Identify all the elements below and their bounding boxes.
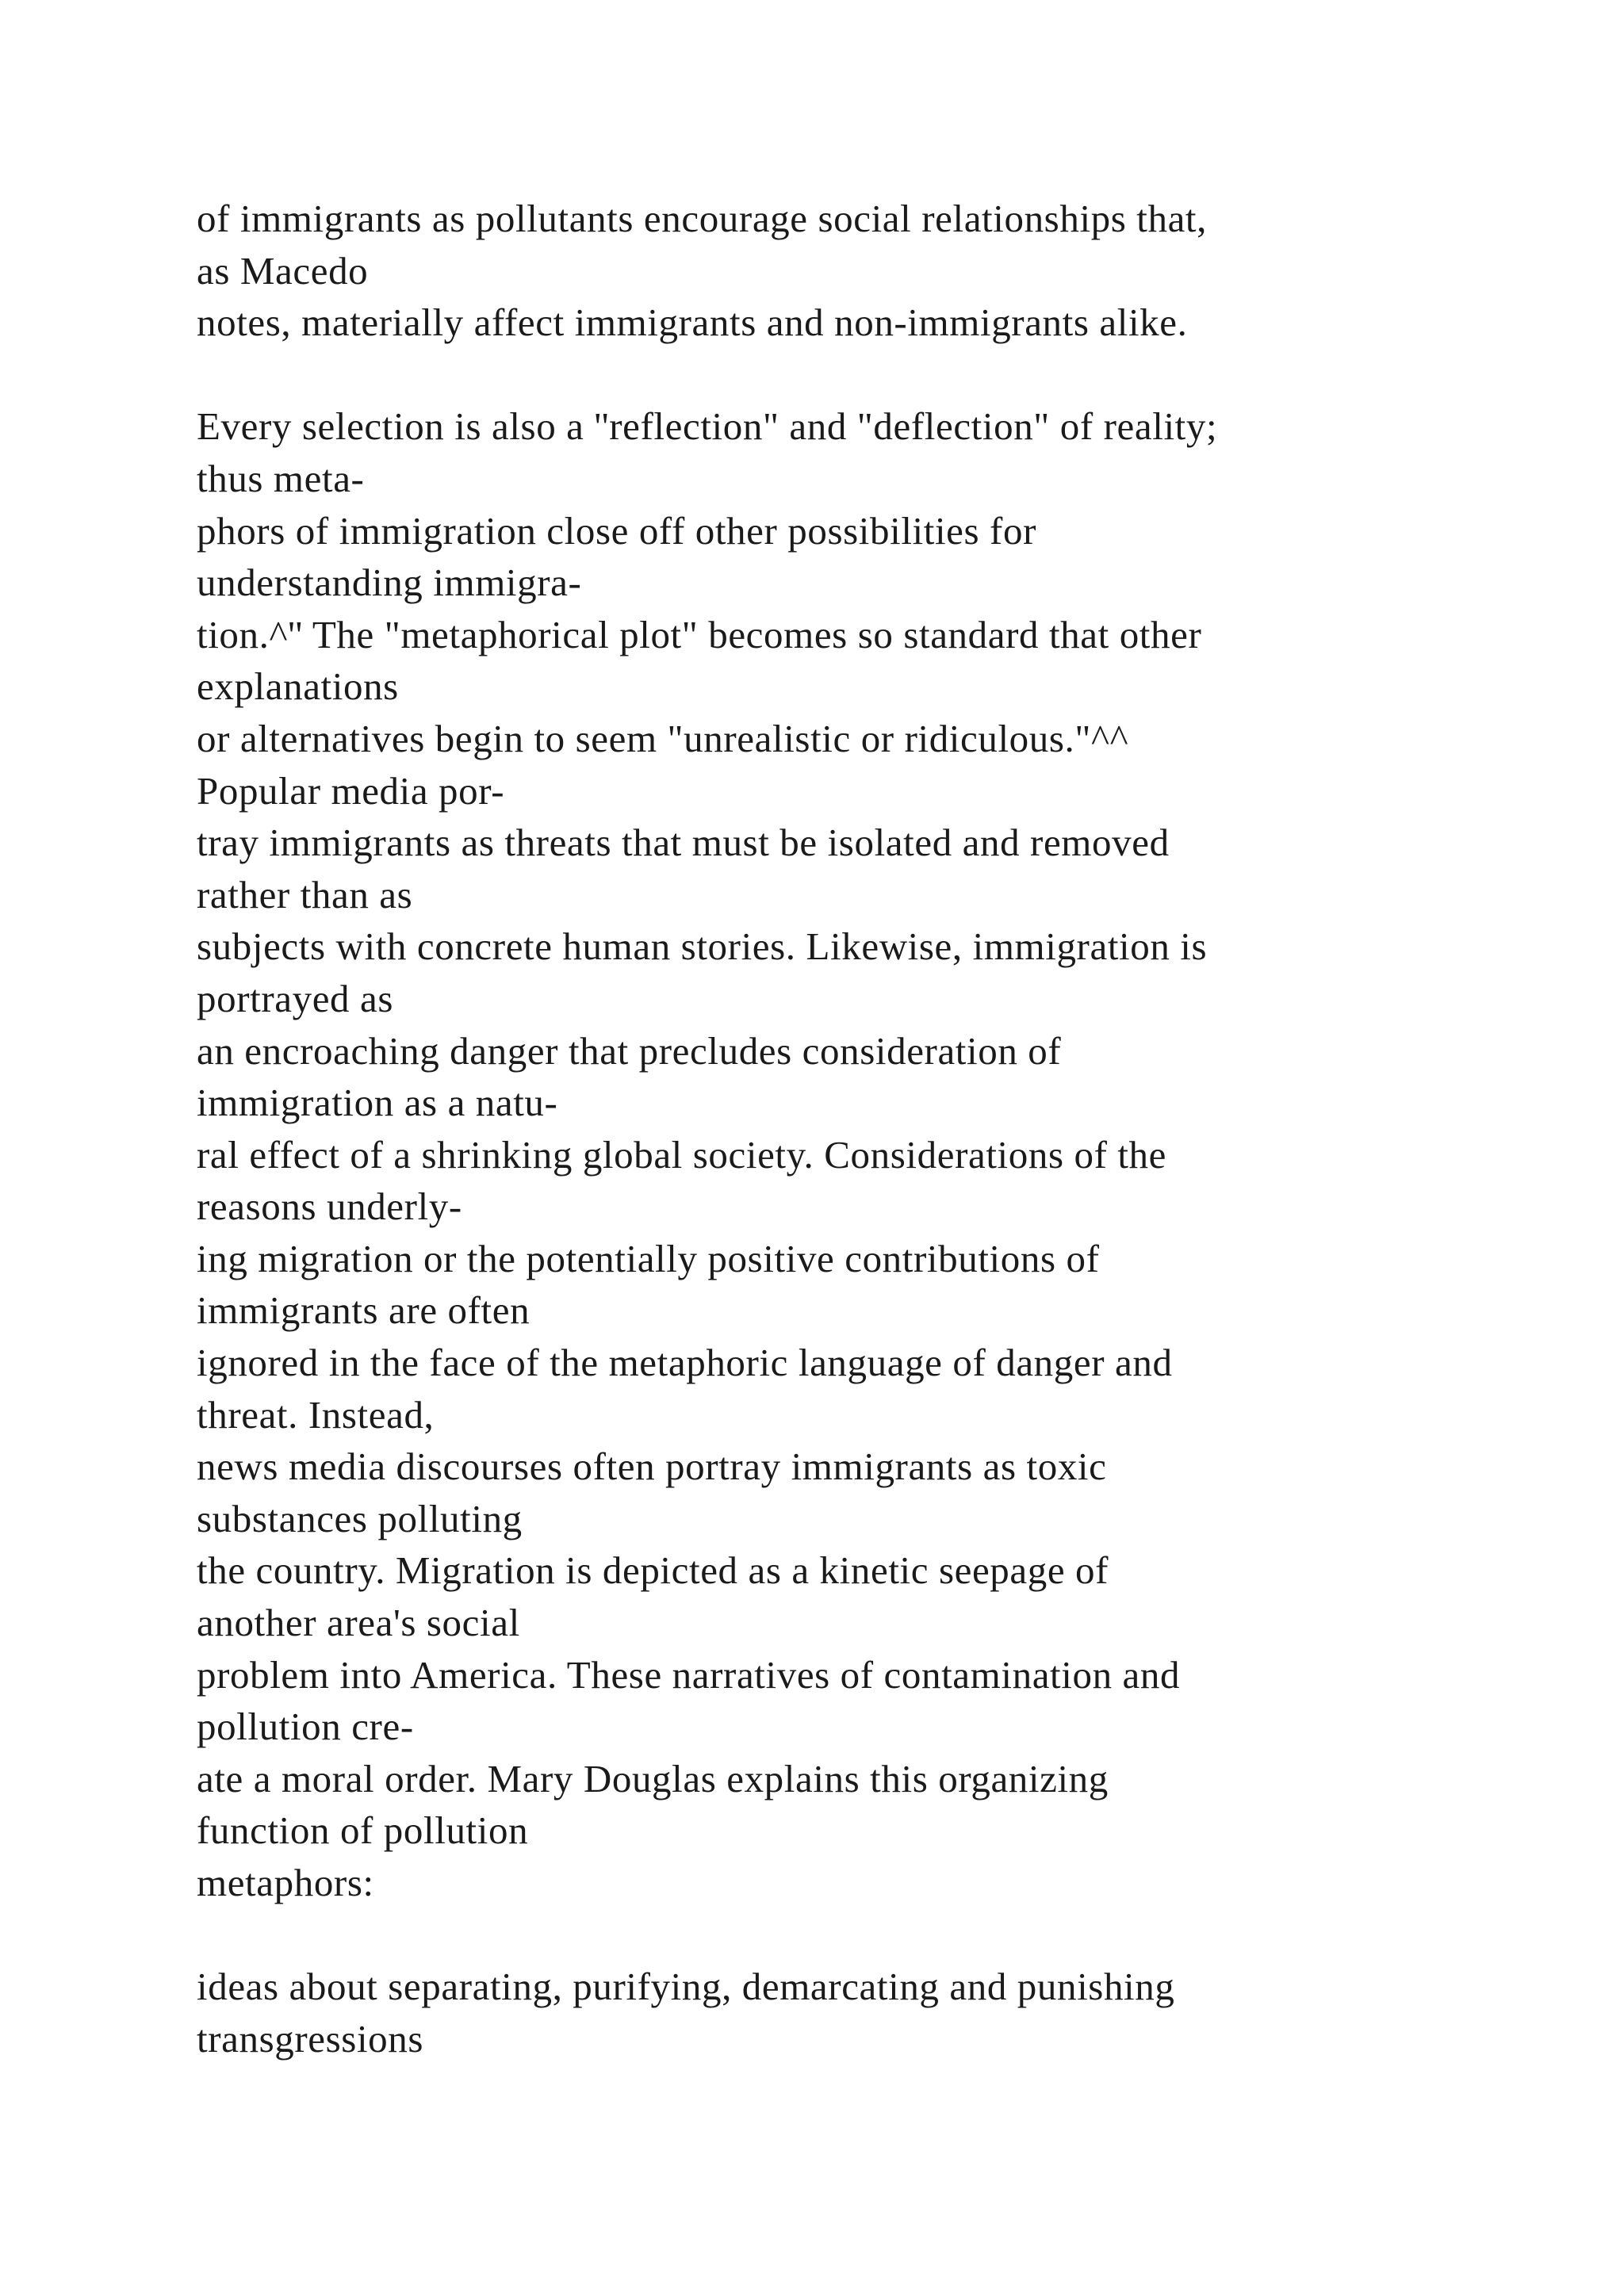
text-line: transgressions: [197, 2016, 424, 2061]
text-line: reasons underly-: [197, 1184, 462, 1229]
text-line: rather than as: [197, 872, 413, 916]
text-line: as Macedo: [197, 248, 369, 293]
text-line: subjects with concrete human stories. Likewise, immigration is: [197, 924, 1208, 969]
text-line: an encroaching danger that precludes consideration of: [197, 1028, 1062, 1073]
text-line: notes, materially affect immigrants and non-immigrants alike.: [197, 300, 1188, 345]
text-line: the country. Migration is depicted as a kinetic seepage of: [197, 1548, 1109, 1593]
text-line: news media discourses often portray immigrants as toxic: [197, 1445, 1107, 1489]
text-line: tion.^'' The "metaphorical plot" becomes so standard that other: [197, 612, 1202, 656]
text-line: understanding immigra-: [197, 561, 582, 605]
text-line: function of pollution: [197, 1808, 529, 1853]
text-line: substances polluting: [197, 1496, 523, 1540]
paragraph-2: [197, 400, 1592, 1908]
text-line: Popular media por-: [197, 768, 505, 813]
text-line: phors of immigration close off other possibilities for: [197, 508, 1036, 553]
text-line: ral effect of a shrinking global society. Considerations of the: [197, 1132, 1167, 1177]
text-line: problem into America. These narratives of contamination and: [197, 1652, 1181, 1697]
paragraph-spacer: [197, 1909, 1592, 1961]
text-line: pollution cre-: [197, 1705, 414, 1749]
text-line: metaphors:: [197, 1861, 374, 1904]
text-line: immigrants are often: [197, 1288, 530, 1333]
text-line: tray immigrants as threats that must be isolated and removed: [197, 821, 1170, 865]
document-body: [197, 193, 1592, 2064]
text-line: thus meta-: [197, 456, 365, 500]
text-line: another area's social: [197, 1601, 520, 1645]
paragraph-1: [197, 193, 1592, 349]
text-line: explanations: [197, 664, 399, 709]
text-line: portrayed as: [197, 976, 394, 1020]
text-line: Every selection is also a ''reflection" and "deflection" of reality;: [197, 404, 1218, 449]
text-line: ideas about separating, purifying, demarcating and punishing: [197, 1965, 1175, 2009]
paragraph-spacer: [197, 349, 1592, 401]
text-line: ate a moral order. Mary Douglas explains this organizing: [197, 1756, 1109, 1800]
text-line: threat. Instead,: [197, 1392, 435, 1437]
text-line: ignored in the face of the metaphoric language of danger and: [197, 1341, 1173, 1385]
text-line: or alternatives begin to seem "unrealistic or ridiculous."^^: [197, 716, 1129, 760]
text-line: ing migration or the potentially positive contributions of: [197, 1236, 1100, 1280]
paragraph-3: [197, 1961, 1592, 2064]
text-line: of immigrants as pollutants encourage social relationships that,: [197, 197, 1207, 240]
text-line: immigration as a natu-: [197, 1081, 558, 1125]
